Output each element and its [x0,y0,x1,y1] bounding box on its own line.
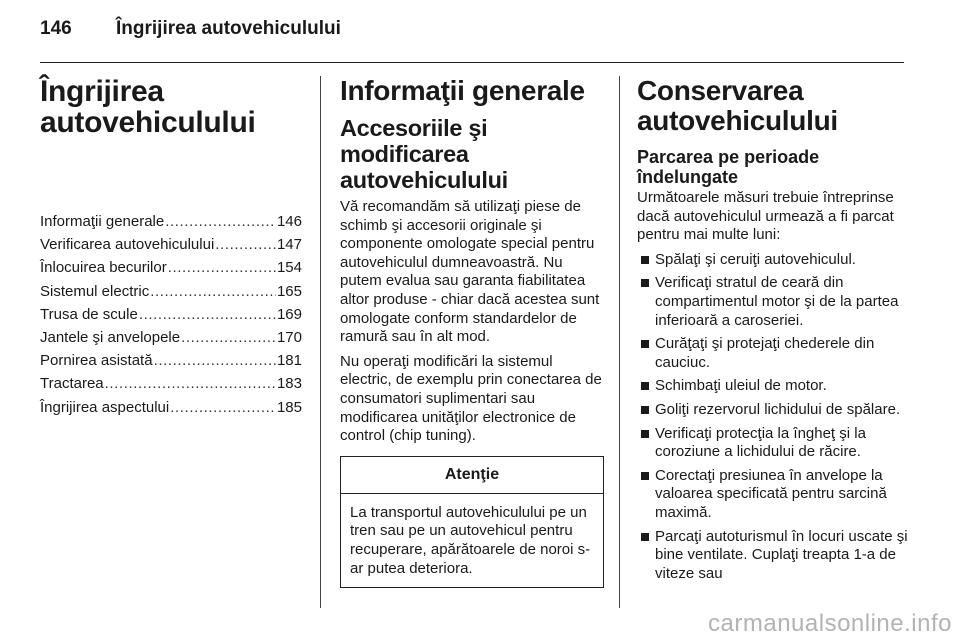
list-item [637,377,909,396]
bullet-square-icon [641,533,649,541]
toc-item-title: Pornirea asistată [40,352,153,370]
toc-leader [181,326,276,349]
toc-item-title: Tractarea [40,375,104,393]
section-title-general: Informaţii generale [340,75,585,106]
column-divider-left [320,76,321,608]
table-of-contents [40,210,302,419]
subsection-title-accessories [340,115,604,193]
toc-leader [154,349,276,372]
toc-leader [168,256,276,279]
list-item [637,528,909,584]
subsection-title-parking [637,147,909,187]
paragraph: Nu operaţi modificări la sistemul electric, de exemplu prin conectarea de consumatori suplimentari sau modificarea unităţilor electronice de control (chip tuning). [340,352,602,445]
section-title-line2: autovehiculului [637,105,838,136]
notice-text: La transportul autovehiculului pe un tren sau pe un autovehicul pentru recuperare, apărătoarele de noroi s-ar putea deteriora. [350,503,591,577]
toc-item-title: Verificarea autovehiculului [40,236,215,254]
header-divider [40,62,904,63]
conservation-column [637,76,909,583]
toc-item[interactable] [40,349,302,372]
toc-item-title: Trusa de scule [40,305,138,323]
toc-item-page: 146 [276,213,302,230]
list-item [637,274,909,330]
bullet-square-icon [641,256,649,264]
header-title: Îngrijirea autovehiculului [116,18,341,39]
toc-leader [139,303,276,326]
toc-item-page: 169 [276,305,302,323]
bullet-square-icon [641,430,649,438]
toc-leader [170,396,276,419]
toc-item[interactable] [40,210,302,233]
chapter-title-line2: autovehiculului [40,106,256,139]
list-item-text: Curăţaţi şi protejaţi chederele din cauciuc. [655,335,875,371]
toc-item[interactable] [40,233,302,256]
bullet-square-icon [641,406,649,414]
paragraph: Vă recomandăm să utilizaţi piese de schimb şi accesorii originale şi componente omologate special pentru autovehiculul dumneavoastră. Nu putem evalua sau garanta fiabilitatea altor produse - chiar dacă acestea sunt omologate conform standardelor de ramură sau în alt mod. [340,198,600,346]
toc-leader [215,233,276,256]
maintenance-list [637,251,909,584]
list-item [637,425,909,462]
chapter-title-line1: Îngrijirea [40,75,164,108]
toc-leader [105,372,276,395]
list-item [637,467,909,523]
toc-item-page: 165 [276,282,302,300]
bullet-square-icon [641,279,649,287]
list-item [637,401,909,420]
toc-item-page: 181 [276,352,302,370]
subsection-title-line1: Accesoriile şi modificarea [340,115,488,167]
bullet-square-icon [641,382,649,390]
subsection-title-line2: îndelungate [637,167,739,187]
general-info-column [340,76,604,588]
page-header [40,18,920,58]
list-item-text: Parcaţi autoturismul în locuri uscate şi bine ventilate. Cuplaţi treapta 1-a de viteze sau [655,527,908,582]
list-item-text: Verificaţi stratul de ceară din compartimentul motor şi de la partea inferioară a caroseriei. [655,274,899,329]
list-item-text: Corectaţi presiunea în anvelope la valoarea specificată pentru sarcină maximă. [655,466,887,521]
toc-leader [165,210,276,233]
toc-item-page: 147 [276,236,302,254]
toc-item[interactable] [40,280,302,303]
toc-item[interactable] [40,303,302,326]
column-divider-right [619,76,620,608]
toc-item-title: Jantele şi anvelopele [40,329,181,347]
list-item-text: Verificaţi protecţia la îngheţ şi la coroziune a lichidului de răcire. [655,424,866,461]
section-title-conservation [637,76,909,136]
toc-item-title: Informaţii generale [40,213,165,230]
toc-item[interactable] [40,372,302,395]
toc-item-title: Îngrijirea aspectului [40,398,170,416]
toc-item-title: Sistemul electric [40,282,150,300]
toc-item-page: 183 [276,375,302,393]
bullet-square-icon [641,472,649,480]
subsection-title-line1: Parcarea pe perioade [637,147,820,167]
list-item-text: Goliţi rezervorul lichidului de spălare. [655,400,901,418]
toc-item[interactable] [40,396,302,419]
list-item [637,335,909,372]
list-item-text: Schimbaţi uleiul de motor. [655,377,827,395]
bullet-square-icon [641,340,649,348]
toc-item-page: 170 [276,329,302,347]
section-title-line1: Conservarea [637,75,804,106]
page-number: 146 [40,18,72,39]
chapter-title [40,76,302,138]
list-item-text: Spălaţi şi ceruiţi autovehiculul. [655,250,856,268]
toc-item[interactable] [40,256,302,279]
toc-item-page: 154 [276,259,302,277]
toc-item-page: 185 [276,398,302,416]
notice-title: Atenţie [341,457,603,494]
intro-paragraph: Următoarele măsuri trebuie întreprinse dacă autovehiculul urmează a fi parcat pentru mai multe luni: [637,189,894,244]
toc-item[interactable] [40,326,302,349]
subsection-title-line2: autovehiculului [340,167,508,193]
watermark: carmanualsonline.info [708,610,952,637]
chapter-column [40,76,302,419]
list-item [637,251,909,270]
warning-notice [340,456,604,588]
toc-item-title: Înlocuirea becurilor [40,259,167,277]
toc-leader [150,280,276,303]
